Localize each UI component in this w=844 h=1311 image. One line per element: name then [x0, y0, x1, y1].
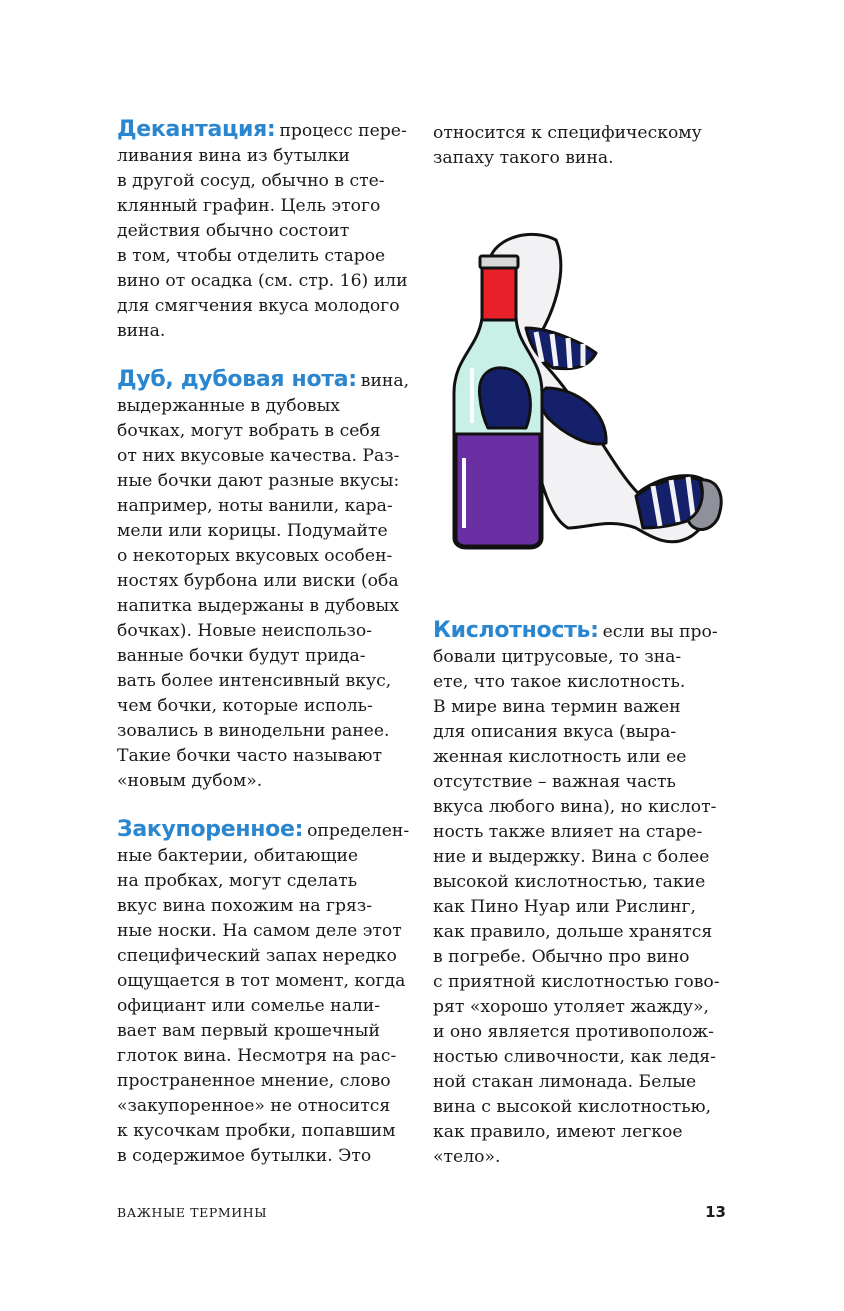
entry-text-line: как правило, имеют легкое	[433, 1122, 683, 1142]
entry-corked	[117, 817, 417, 1169]
entry-first-line	[117, 117, 417, 144]
entry-text-line: «новым дубом».	[117, 771, 263, 791]
term-decanting: Декантация:	[117, 117, 276, 142]
entry-text-line: действия обычно состоит	[117, 221, 350, 241]
entry-text-line: ность также влияет на старе-	[433, 822, 703, 842]
entry-text-line: зовались в винодельни ранее.	[117, 721, 390, 741]
entry-text-line: вина с высокой кислотностью,	[433, 1097, 712, 1117]
entry-decanting	[117, 117, 417, 344]
entry-text-line: ете, что такое кислотность.	[433, 672, 686, 692]
entry-first-line	[117, 367, 417, 394]
entry-text-line: бовали цитрусовые, то зна-	[433, 647, 682, 667]
entry-text-line: вино от осадка (см. стр. 16) или	[117, 271, 408, 291]
entry-text-line: для смягчения вкуса молодого	[117, 296, 400, 316]
entry-text-line: в погребе. Обычно про вино	[433, 947, 690, 967]
entry-text-line: мели или корицы. Подумайте	[117, 521, 388, 541]
entry-text-line: клянный графин. Цель этого	[117, 196, 381, 216]
entry-text-line: отсутствие – важная часть	[433, 772, 676, 792]
entry-text-line: вает вам первый крошечный	[117, 1021, 380, 1041]
entry-text-line: ной стакан лимонада. Белые	[433, 1072, 697, 1092]
term-acidity: Кислотность:	[433, 618, 599, 643]
entry-text-line: бочках, могут вобрать в себя	[117, 421, 381, 441]
entry-text-line: В мире вина термин важен	[433, 697, 681, 717]
entry-text-line: в том, чтобы отделить старое	[117, 246, 386, 266]
entry-oak	[117, 367, 417, 794]
entry-text-line: о некоторых вкусовых особен-	[117, 546, 393, 566]
left-column	[117, 117, 417, 1192]
entry-text-line: от них вкусовые качества. Раз-	[117, 446, 400, 466]
entry-text-line: пространенное мнение, слово	[117, 1071, 391, 1091]
entry-text-line: глоток вина. Несмотря на рас-	[117, 1046, 397, 1066]
entry-text-line: Такие бочки часто называют	[117, 746, 382, 766]
entry-text-line: ностях бурбона или виски (оба	[117, 571, 399, 591]
entry-first-line	[433, 618, 733, 645]
entry-text-line: высокой кислотностью, такие	[433, 872, 706, 892]
entry-text-line: на пробках, могут сделать	[117, 871, 358, 891]
running-footer-section: ВАЖНЫЕ ТЕРМИНЫ	[117, 1205, 268, 1220]
right-column-continuation	[433, 121, 733, 171]
entry-text-line: к кусочкам пробки, попавшим	[117, 1121, 396, 1141]
entry-text-line: чем бочки, которые исполь-	[117, 696, 373, 716]
entry-text-line: ние и выдержку. Вина с более	[433, 847, 710, 867]
entry-text-line: вина.	[117, 321, 166, 341]
entry-text-line: рят «хорошо утоляет жажду»,	[433, 997, 709, 1017]
entry-text-line: запаху такого вина.	[433, 148, 614, 168]
entry-text-line: относится к специфическому	[433, 123, 702, 143]
entry-text-line: например, ноты ванили, кара-	[117, 496, 393, 516]
entry-text-line: «тело».	[433, 1147, 501, 1167]
entry-text-line: ливания вина из бутылки	[117, 146, 350, 166]
entry-text-line: в другой сосуд, обычно в сте-	[117, 171, 385, 191]
entry-text-line: «закупоренное» не относится	[117, 1096, 391, 1116]
entry-text-line: выдержанные в дубовых	[117, 396, 340, 416]
entry-text-line: с приятной кислотностью гово-	[433, 972, 720, 992]
entry-text-line: ощущается в тот момент, когда	[117, 971, 406, 991]
entry-first-line	[117, 817, 417, 844]
term-corked: Закупоренное:	[117, 817, 304, 842]
entry-text-line: ные бактерии, обитающие	[117, 846, 359, 866]
entry-text-line: ностью сливочности, как ледя-	[433, 1047, 716, 1067]
entry-text: если вы про-	[602, 622, 718, 642]
wine-bottle-with-sock-icon	[438, 228, 728, 558]
entry-text-line: в содержимое бутылки. Это	[117, 1146, 372, 1166]
entry-text-line: как Пино Нуар или Рислинг,	[433, 897, 696, 917]
entry-text-line: и оно является противополож-	[433, 1022, 714, 1042]
entry-text-line: ные носки. На самом деле этот	[117, 921, 402, 941]
entry-text-line: специфический запах нередко	[117, 946, 397, 966]
entry-text-line: женная кислотность или ее	[433, 747, 687, 767]
entry-text-line: вкус вина похожим на гряз-	[117, 896, 373, 916]
entry-text-line: как правило, дольше хранятся	[433, 922, 713, 942]
entry-text: процесс пере-	[279, 121, 407, 141]
entry-text-line: вать более интенсивный вкус,	[117, 671, 392, 691]
entry-text-line: бочках). Новые неиспользо-	[117, 621, 373, 641]
entry-text: определен-	[307, 821, 410, 841]
entry-text-line: напитка выдержаны в дубовых	[117, 596, 399, 616]
entry-text: вина,	[360, 371, 410, 391]
entry-text-line: ванные бочки будут прида-	[117, 646, 366, 666]
entry-text-line: ные бочки дают разные вкусы:	[117, 471, 400, 491]
page-number: 13	[705, 1203, 726, 1221]
entry-text-line: для описания вкуса (выра-	[433, 722, 677, 742]
entry-text-line: официант или сомелье нали-	[117, 996, 381, 1016]
entry-text-line: вкуса любого вина), но кислот-	[433, 797, 717, 817]
entry-acidity	[433, 618, 733, 1170]
term-oak: Дуб, дубовая нота:	[117, 367, 357, 392]
